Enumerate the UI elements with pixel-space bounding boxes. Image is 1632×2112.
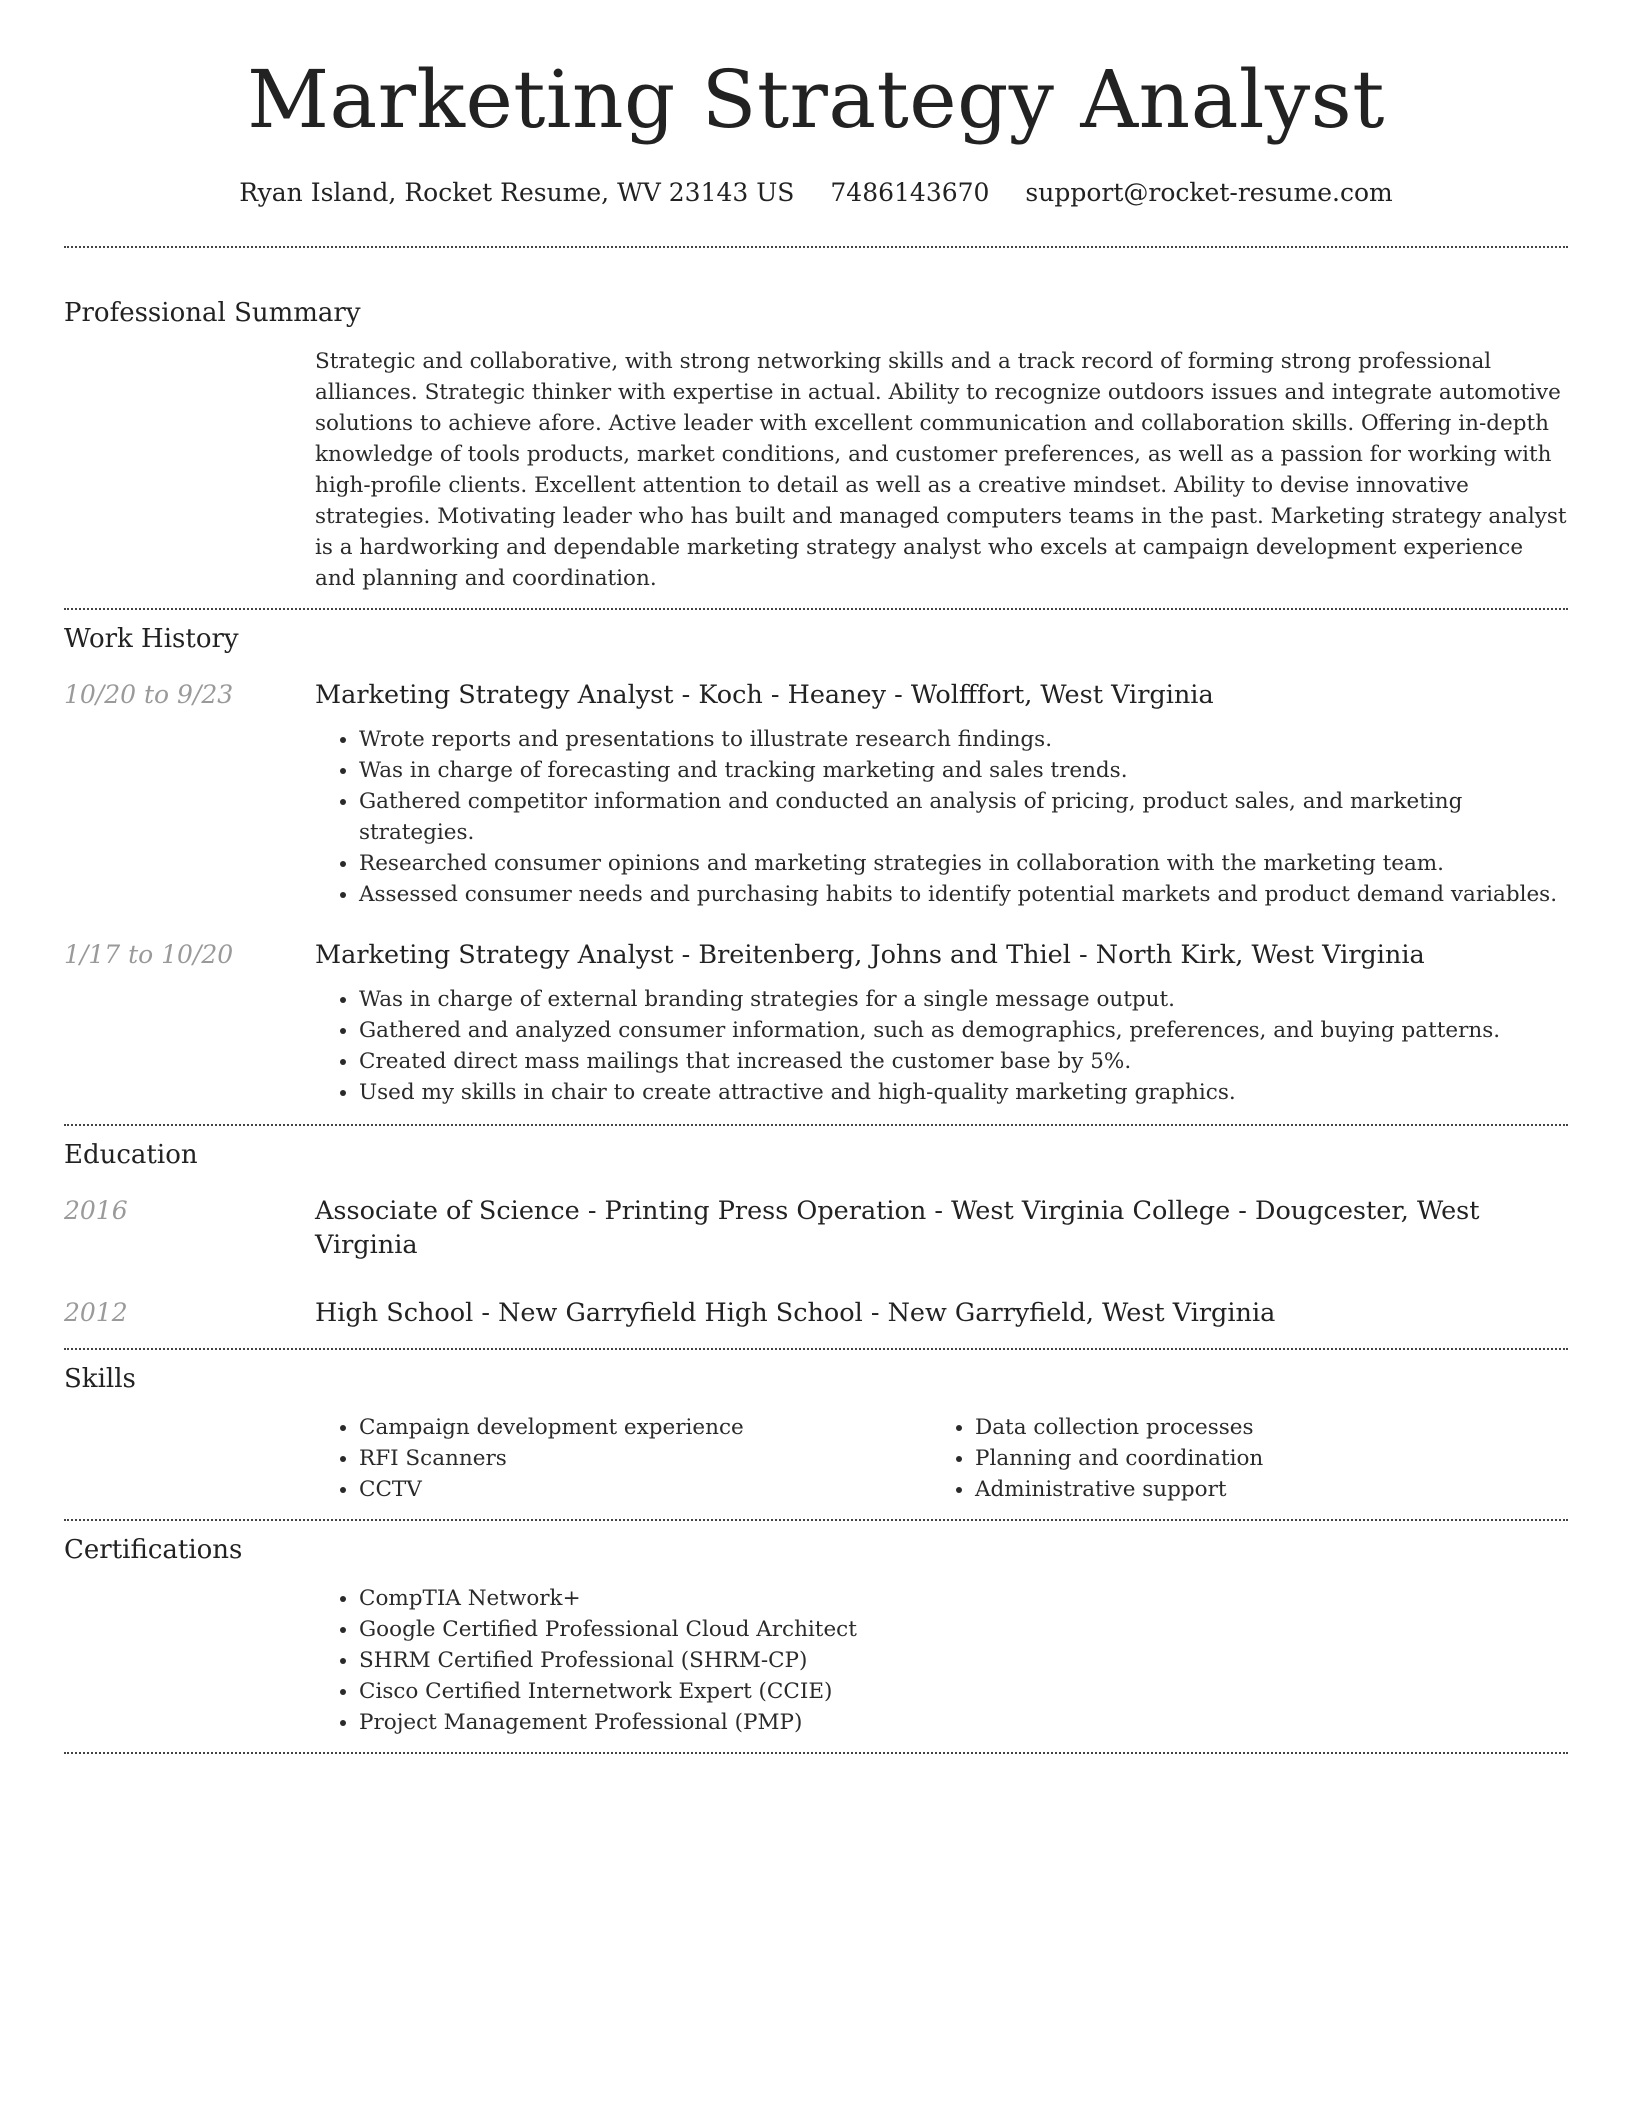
list-item: • Wrote reports and presentations to illustrate research findings. (359, 724, 1568, 755)
education-entry (64, 1296, 1568, 1330)
job-title: Marketing Strategy Analyst - Koch - Heaney - Wolfffort, West Virginia (315, 680, 1214, 710)
list-item: • Gathered and analyzed consumer information, such as demographics, preferences, and buying patterns. (359, 1015, 1568, 1046)
list-item: • Project Management Professional (PMP) (359, 1707, 1568, 1738)
education-heading: Education (64, 1140, 198, 1170)
list-item: • Google Certified Professional Cloud Architect (359, 1614, 1568, 1645)
list-item: • Administrative support (975, 1474, 1547, 1505)
list-item: • CCTV (359, 1474, 931, 1505)
list-item: • CompTIA Network+ (359, 1583, 1568, 1614)
list-item: • RFI Scanners (359, 1443, 931, 1474)
summary-text: Strategic and collaborative, with strong networking skills and a track record of forming strong professional alliances. Strategic thinker with expertise in actual. Ability to recognize outdoors issues and integrate automotive solutions to achieve afore. Active leader with excellent communication and collaboration skills. Offering in-depth knowledge of tools products, market conditions, and customer preferences, as well as a passion for working with high-profile clients. Excellent attention to detail as well as a creative mindset. Ability to devise innovative strategies. Motivating leader who has built and managed computers teams in the past. Marketing strategy analyst is a hardworking and dependable marketing strategy analyst who excels at campaign development experience and planning and coordination. (315, 349, 1567, 591)
list-item: • SHRM Certified Professional (SHRM-CP) (359, 1645, 1568, 1676)
work-history-heading: Work History (64, 624, 239, 654)
skills-section (64, 1350, 1568, 1505)
list-item: • Was in charge of external branding strategies for a single message output. (359, 984, 1568, 1015)
summary-section (64, 248, 1568, 594)
divider (64, 1752, 1568, 1754)
certifications-list (315, 1583, 1568, 1738)
list-item: • Data collection processes (975, 1412, 1547, 1443)
job-bullets (315, 984, 1568, 1108)
list-item: • Planning and coordination (975, 1443, 1547, 1474)
job-title: Marketing Strategy Analyst - Breitenberg, Johns and Thiel - North Kirk, West Virginia (315, 940, 1425, 970)
education-entry (64, 1194, 1568, 1262)
education-year: 2012 (64, 1298, 128, 1327)
certifications-section (64, 1521, 1568, 1738)
list-item: • Campaign development experience (359, 1412, 931, 1443)
contact-line (64, 176, 1568, 210)
contact-email[interactable]: support@rocket-resume.com (1025, 178, 1393, 207)
list-item: • Was in charge of forecasting and tracking marketing and sales trends. (359, 755, 1568, 786)
job-entry (64, 938, 1568, 1108)
job-entry (64, 678, 1568, 910)
job-dates: 10/20 to 9/23 (64, 680, 234, 709)
list-item: • Gathered competitor information and conducted an analysis of pricing, product sales, and marketing strategies. (359, 786, 1568, 848)
resume-title: Marketing Strategy Analyst (247, 53, 1385, 146)
list-item: • Created direct mass mailings that increased the customer base by 5%. (359, 1046, 1568, 1077)
skills-list (315, 1412, 931, 1505)
certifications-heading: Certifications (64, 1535, 243, 1565)
education-section (64, 1126, 1568, 1330)
contact-phone[interactable]: 7486143670 (830, 178, 990, 207)
list-item: • Researched consumer opinions and marketing strategies in collaboration with the marketing team. (359, 848, 1568, 879)
skills-list (931, 1412, 1547, 1505)
contact-address: Ryan Island, Rocket Resume, WV 23143 US (239, 178, 795, 207)
list-item: • Cisco Certified Internetwork Expert (CCIE) (359, 1676, 1568, 1707)
list-item: • Used my skills in chair to create attractive and high-quality marketing graphics. (359, 1077, 1568, 1108)
education-text: Associate of Science - Printing Press Operation - West Virginia College - Dougcester, West Virginia (315, 1196, 1480, 1260)
skills-heading: Skills (64, 1364, 136, 1394)
education-text: High School - New Garryfield High School - New Garryfield, West Virginia (315, 1298, 1276, 1328)
list-item: • Assessed consumer needs and purchasing habits to identify potential markets and product demand variables. (359, 879, 1568, 910)
summary-heading: Professional Summary (64, 298, 361, 328)
education-year: 2016 (64, 1196, 128, 1225)
job-bullets (315, 724, 1568, 910)
job-dates: 1/17 to 10/20 (64, 940, 234, 969)
work-history-section (64, 610, 1568, 1108)
